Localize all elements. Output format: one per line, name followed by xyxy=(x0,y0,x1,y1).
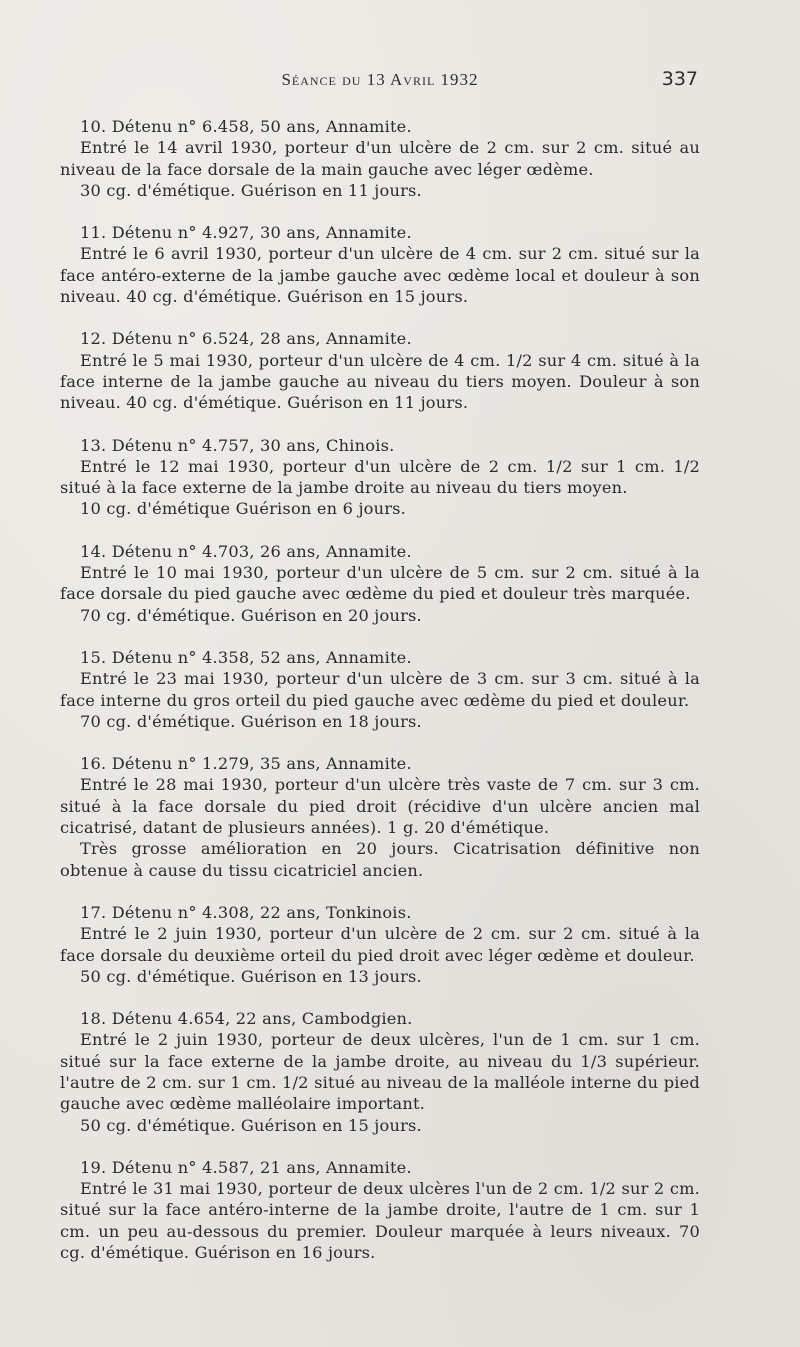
case-heading: 13. Détenu n° 4.757, 30 ans, Chinois. xyxy=(80,435,395,455)
case-heading: 18. Détenu 4.654, 22 ans, Cambodgien. xyxy=(80,1009,413,1029)
page-header xyxy=(60,66,700,96)
case-entry-18 xyxy=(60,1008,700,1136)
case-entry-14 xyxy=(60,541,700,626)
case-heading: 11. Détenu n° 4.927, 30 ans, Annamite. xyxy=(80,223,412,243)
case-paragraph: Entré le 12 mai 1930, porteur d'un ulcère de 2 cm. 1/2 sur 1 cm. 1/2 situé à la face externe de la jambe droite au niveau du tiers moyen. xyxy=(60,456,700,498)
case-paragraph: Entré le 10 mai 1930, porteur d'un ulcère de 5 cm. sur 2 cm. situé à la face dorsale du pied gauche avec œdème du pied et douleur très marquée. xyxy=(60,563,700,604)
page-number: 337 xyxy=(661,68,698,90)
case-heading: 16. Détenu n° 1.279, 35 ans, Annamite. xyxy=(80,754,412,774)
case-paragraph: Entré le 31 mai 1930, porteur de deux ulcères l'un de 2 cm. 1/2 sur 2 cm. situé sur la face antéro-interne de la jambe droite, l'autre de 1 cm. sur 1 cm. un peu au-dessous du premier. Douleur marquée à leurs niveaux. 70 cg. d'émétique. Guérison en 16 jours. xyxy=(60,1179,700,1263)
case-heading: 19. Détenu n° 4.587, 21 ans, Annamite. xyxy=(80,1157,412,1177)
case-heading: 10. Détenu n° 6.458, 50 ans, Annamite. xyxy=(80,117,412,136)
body-text xyxy=(60,116,700,1284)
case-heading: 14. Détenu n° 4.703, 26 ans, Annamite. xyxy=(80,541,412,561)
case-paragraph: 70 cg. d'émétique. Guérison en 20 jours. xyxy=(80,605,422,625)
case-heading: 12. Détenu n° 6.524, 28 ans, Annamite. xyxy=(80,329,412,349)
case-paragraph: 10 cg. d'émétique Guérison en 6 jours. xyxy=(80,499,407,519)
case-paragraph: Entré le 5 mai 1930, porteur d'un ulcère de 4 cm. 1/2 sur 4 cm. situé à la face interne de la jambe gauche au niveau du tiers moyen. Douleur à son niveau. 40 cg. d'émétique. Guérison en 11 jours. xyxy=(60,350,700,413)
case-entry-11 xyxy=(60,222,700,307)
case-paragraph: Entré le 28 mai 1930, porteur d'un ulcère très vaste de 7 cm. sur 3 cm. situé à la face dorsale du pied droit (récidive d'un ulcère ancien mal cicatrisé, datant de plusieurs années). 1 g. 20 d'émétique. xyxy=(60,775,700,838)
case-heading: 17. Détenu n° 4.308, 22 ans, Tonkinois. xyxy=(80,902,412,922)
case-entry-13 xyxy=(60,435,700,520)
case-entry-16 xyxy=(60,753,700,881)
case-paragraph: 70 cg. d'émétique. Guérison en 18 jours. xyxy=(80,711,422,731)
case-paragraph: Entré le 23 mai 1930, porteur d'un ulcère de 3 cm. sur 3 cm. situé à la face interne du gros orteil du pied gauche avec œdème du pied et douleur. xyxy=(60,669,700,710)
case-paragraph: 50 cg. d'émétique. Guérison en 15 jours. xyxy=(80,1115,422,1135)
case-paragraph: Entré le 2 juin 1930, porteur d'un ulcère de 2 cm. sur 2 cm. situé à la face dorsale du deuxième orteil du pied droit avec léger œdème et douleur. xyxy=(60,924,700,965)
case-entry-17 xyxy=(60,902,700,987)
case-entry-15 xyxy=(60,647,700,732)
case-paragraph: 30 cg. d'émétique. Guérison en 11 jours. xyxy=(80,180,422,200)
case-paragraph: Entré le 2 juin 1930, porteur de deux ulcères, l'un de 1 cm. sur 1 cm. situé sur la face externe de la jambe droite, au niveau du 1/3 supérieur. l'autre de 2 cm. sur 1 cm. 1/2 situé au niveau de la malléole interne du pied gauche avec œdème malléolaire important. xyxy=(60,1030,700,1114)
case-entry-10 xyxy=(60,116,700,201)
case-paragraph: 50 cg. d'émétique. Guérison en 13 jours. xyxy=(80,966,422,986)
case-paragraph: Entré le 14 avril 1930, porteur d'un ulcère de 2 cm. sur 2 cm. situé au niveau de la face dorsale de la main gauche avec léger œdème. xyxy=(60,138,700,179)
case-paragraph: Très grosse amélioration en 20 jours. Cicatrisation définitive non obtenue à cause du tissu cicatriciel ancien. xyxy=(60,839,700,880)
case-heading: 15. Détenu n° 4.358, 52 ans, Annamite. xyxy=(80,647,412,667)
running-title: Séance du 13 Avril 1932 xyxy=(281,70,479,89)
case-entry-12 xyxy=(60,328,700,413)
case-entry-19 xyxy=(60,1157,700,1263)
case-paragraph: Entré le 6 avril 1930, porteur d'un ulcère de 4 cm. sur 2 cm. situé sur la face antéro-externe de la jambe gauche avec œdème local et douleur à son niveau. 40 cg. d'émétique. Guérison en 15 jours. xyxy=(60,244,700,307)
